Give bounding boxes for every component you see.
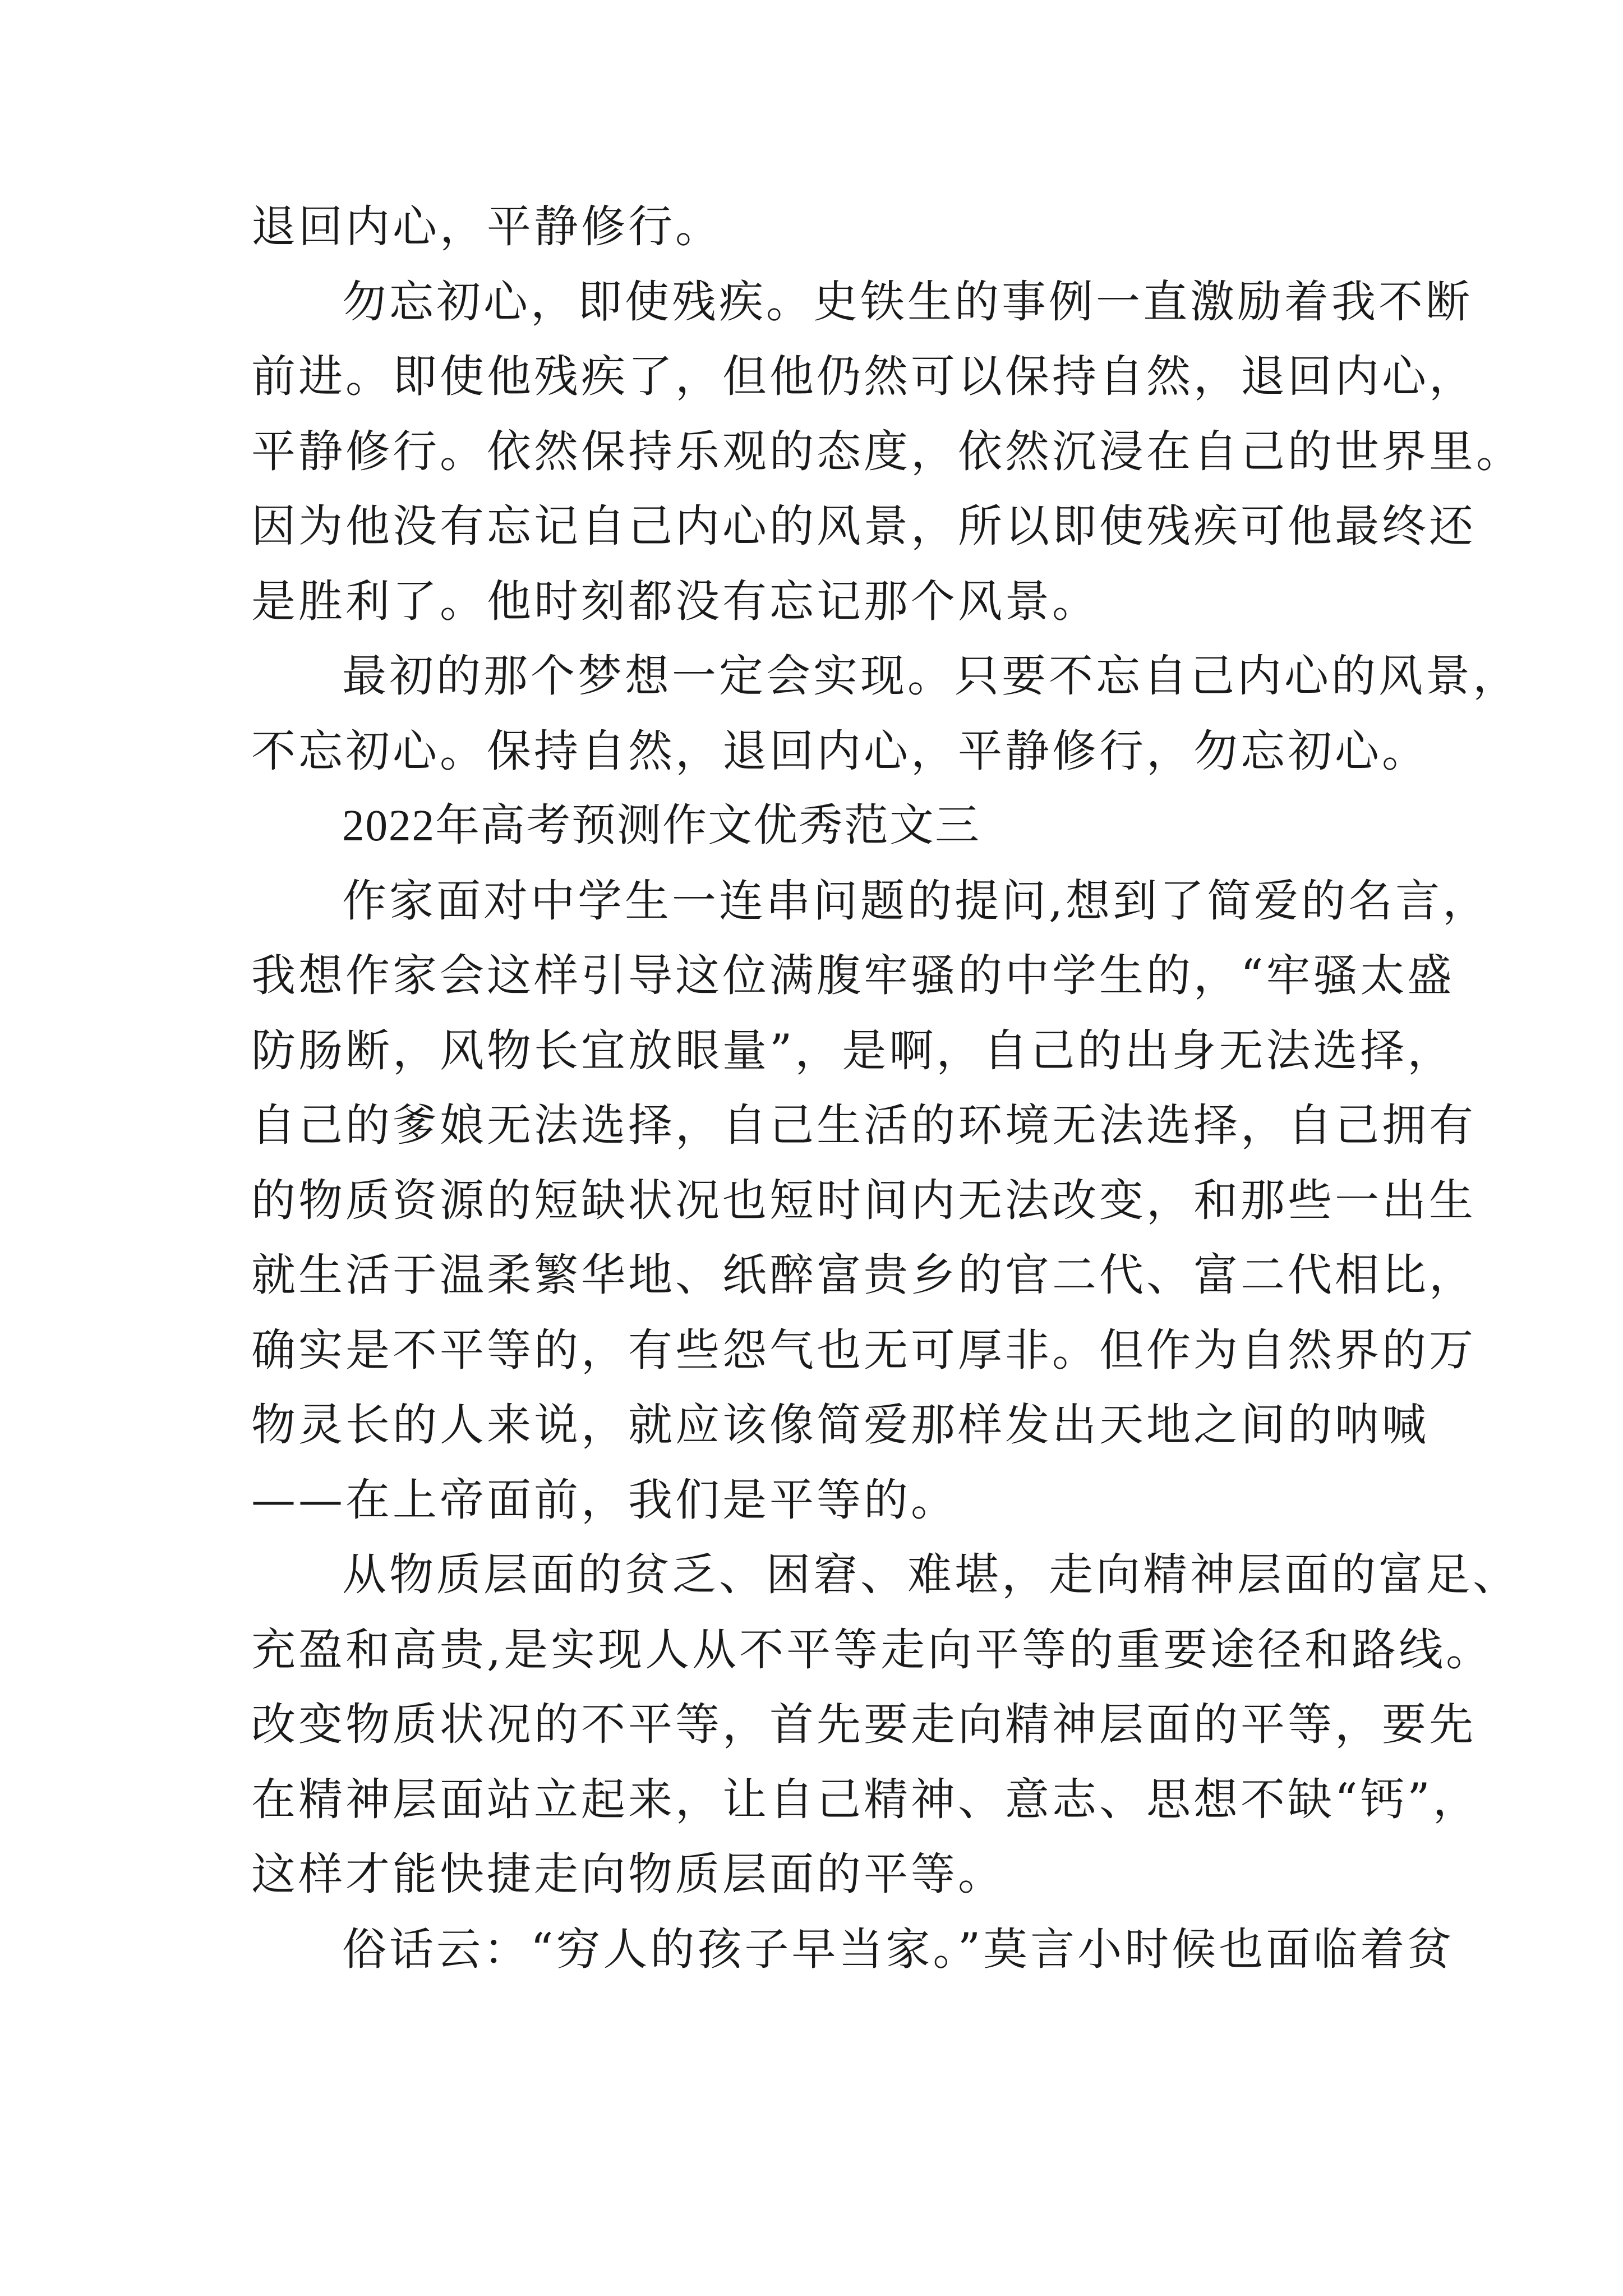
paragraph-line: 物灵长的人来说，就应该像简爱那样发出天地之间的呐喊 bbox=[251, 1399, 1429, 1451]
paragraph-line: 俗话云：“穷人的孩子早当家。”莫言小时候也面临着贫 bbox=[342, 1923, 1455, 1975]
paragraph-line: 作家面对中学生一连串问题的提问,想到了简爱的名言， bbox=[342, 875, 1490, 927]
paragraph-line: 平静修行。依然保持乐观的态度，依然沉浸在自己的世界里。 bbox=[251, 425, 1523, 477]
paragraph-line: 退回内心，平静修行。 bbox=[251, 201, 722, 252]
paragraph-line: 充盈和高贵,是实现人从不平等走向平等的重要途径和路线。 bbox=[251, 1623, 1493, 1676]
paragraph-line: 我想作家会这样引导这位满腹牢骚的中学生的，“牢骚太盛 bbox=[251, 950, 1455, 1001]
paragraph-line: 自己的爹娘无法选择，自己生活的环境无法选择，自己拥有 bbox=[251, 1099, 1476, 1151]
paragraph-line: 最初的那个梦想一定会实现。只要不忘自己内心的风景， bbox=[342, 650, 1520, 702]
paragraph-line: 从物质层面的贫乏、困窘、难堪，走向精神层面的富足、 bbox=[342, 1549, 1520, 1600]
paragraph-line: 改变物质状况的不平等，首先要走向精神层面的平等，要先 bbox=[251, 1699, 1476, 1750]
paragraph-line: 的物质资源的短缺状况也短时间内无法改变，和那些一出生 bbox=[251, 1174, 1476, 1226]
paragraph-line: 前进。即使他残疾了，但他仍然可以保持自然，退回内心， bbox=[251, 351, 1476, 402]
paragraph-line: 确实是不平等的，有些怨气也无可厚非。但作为自然界的万 bbox=[251, 1324, 1476, 1376]
paragraph-line: 不忘初心。保持自然，退回内心，平静修行，勿忘初心。 bbox=[251, 725, 1429, 777]
paragraph-line: 防肠断，风物长宜放眼量”，是啊，自己的出身无法选择， bbox=[251, 1024, 1455, 1076]
paragraph-line: 是胜利了。他时刻都没有忘记那个风景。 bbox=[251, 575, 1099, 627]
document-body bbox=[251, 190, 1523, 1987]
paragraph-line: ——在上帝面前，我们是平等的。 bbox=[251, 1474, 958, 1526]
paragraph-line: 勿忘初心，即使残疾。史铁生的事例一直激励着我不断 bbox=[342, 275, 1473, 328]
paragraph-line: 这样才能快捷走向物质层面的平等。 bbox=[251, 1848, 1005, 1900]
paragraph-line: 因为他没有忘记自己内心的风景，所以即使残疾可他最终还 bbox=[251, 500, 1476, 552]
section-heading: 2022年高考预测作文优秀范文三 bbox=[342, 802, 980, 850]
paragraph-line: 在精神层面站立起来，让自己精神、意志、思想不缺“钙”， bbox=[251, 1773, 1480, 1825]
paragraph-line: 就生活于温柔繁华地、纸醉富贵乡的官二代、富二代相比， bbox=[251, 1249, 1476, 1301]
